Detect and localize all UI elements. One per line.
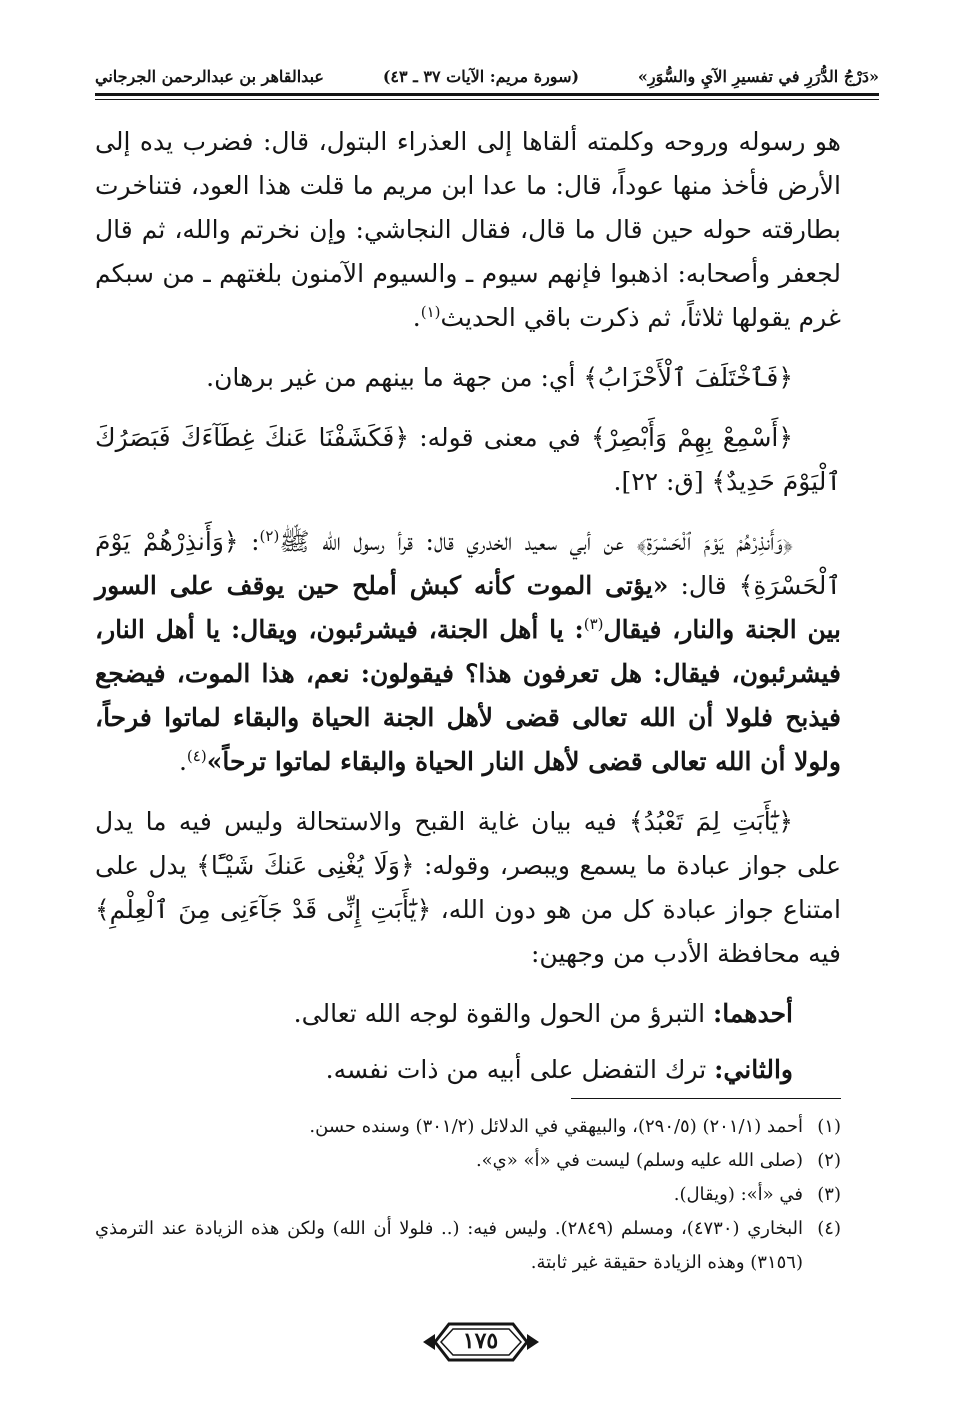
footnote-item [95,1212,841,1280]
footnote-number: (٤) [817,1218,841,1239]
footnote-text: (صلى الله عليه وسلم) ليست في «أ» «ي». [475,1150,803,1171]
paragraph-end: . [178,747,187,776]
footnote-ref-2[interactable]: (٢) [259,527,280,545]
item-label: والثاني: [714,1055,793,1084]
item-label: أحدهما: [712,999,793,1028]
paragraph-text: في معنى قوله: [408,423,591,452]
footnote-text: البخاري (٤٧٣٠)، ومسلم (٢٨٤٩). وليس فيه: (.. فلولا أن الله) ولكن هذه الزيادة عند الترمذي (٣١٥٦) وهذه الزيادة حقيقة غير ثابتة. [95,1218,803,1273]
paragraph-asmi [95,416,841,504]
paragraph-hasra [95,520,841,784]
quran-quote: ﴿وَأَنذِرْهُمْ يَوْمَ ٱلْحَسْرَةِ﴾ [636,527,793,556]
header-book-title: «دَرْجُ الدُّرَرِ في تفسيرِ الآيِ والسُّوَرِ» [637,66,879,86]
footnote-text: في «أ»: (ويقال). [673,1184,803,1205]
paragraph-text: فيه بيان غاية القبح والاستحالة وليس فيه ما يدل على جواز عبادة ما يسمع ويبصر، وقوله: [95,807,841,880]
header-surah-range: (سورة مريم: الآيات ٣٧ ـ ٤٣) [382,66,580,86]
paragraph-text: : [238,527,260,556]
header-author: عبدالقاهر بن عبدالرحمن الجرجاني [95,66,324,86]
footnote-separator [571,1098,841,1099]
quran-quote: ﴿أَسْمِعْ بِهِمْ وَأَبْصِرْ﴾ [590,423,793,452]
hadith-text: : يا أهل الجنة، فيشرئبون، ويقال: يا أهل النار، فيشرئبون، فيقال: هل تعرفون هذا؟ فيقولون: نعم، هذا الموت، فيضجع فيذبح فلولا أن الله تعالى قضى لأهل الجنة الحياة والبقاء لماتوا فرحاً، ولولا أن الله تعالى قضى لأهل النار الحياة والبقاء لماتوا ترحاً» [95,615,841,776]
paragraph-text: أي: من جهة ما بينهم من غير برهان. [206,363,584,392]
item-text: التبرؤ من الحول والقوة لوجه الله تعالى. [293,999,713,1028]
footnote-ref-3[interactable]: (٣) [583,615,604,633]
page-number: ١٧٥ [462,1328,499,1354]
paragraph-end: . [412,303,421,332]
item-text: ترك التفضل على أبيه من ذات نفسه. [325,1055,715,1084]
quran-quote: ﴿فَٱخْتَلَفَ ٱلْأَحْزَابُ﴾ [583,363,793,392]
paragraph-text: عن أبي سعيد الخدري قال: قرأ رسول الله ﷺ [279,527,637,556]
paragraph-text: هو رسوله وروحه وكلمته ألقاها إلى العذراء البتول، قال: فضرب يده إلى الأرض فأخذ منها عوداً، قال: ما عدا ابن مريم ما قلت هذا العود، فتناخرت بطارقته حوله حين قال ما قال، فقال النجاشي: وإن نخرتم والله، ثم قال لجعفر وأصحابه: اذهبوا فإنهم سيوم ـ والسيوم الآمنون بلغتهم ـ من سبكم غرم يقولها ثلاثاً، ثم ذكرت باقي الحديث [95,127,841,332]
footnote-ref-4[interactable]: (٤) [186,747,207,765]
verse-reference: [ق: ٢٢]. [613,467,712,496]
paragraph-ya-abati [95,800,841,976]
paragraph-text: قال: [668,571,739,600]
hadith-text: «يؤتى الموت كأنه كبش أملح حين يوقف على السور بين الجنة والنار، فيقال [95,571,842,644]
footnote-number: (١) [817,1116,841,1137]
paragraph-hadith-najashi [95,120,841,340]
header-rule-thin [95,99,879,100]
paragraph-text: فيه محافظة الأدب من وجهين: [530,939,841,968]
quran-quote: ﴿يَٰٓأَبَتِ إِنِّى قَدْ جَآءَنِى مِنَ ٱلْعِلْمِ﴾ [95,895,432,924]
paragraph-text: يدل على امتناع جواز عبادة كل من هو دون الله، [95,851,841,924]
footnote-text: أحمد (٢٠١/١) (٢٩٠/٥)، والبيهقي في الدلائل (٣٠١/٢) وسنده حسن. [309,1116,803,1137]
header-rule-thick [95,93,879,96]
footnote-number: (٣) [817,1184,841,1205]
footnote-item [95,1110,841,1144]
running-header [95,58,879,94]
footnote-number: (٢) [817,1150,841,1171]
main-text [95,120,841,1104]
page-number-ornament [421,1318,541,1366]
quran-quote: ﴿وَلَا يُغْنِى عَنكَ شَيْـًٔا﴾ [196,851,415,880]
footnote-ref-1[interactable]: (١) [420,303,441,321]
paragraph-ahzab [95,356,841,400]
footnote-item [95,1178,841,1212]
quran-quote: ﴿يَٰٓأَبَتِ لِمَ تَعْبُدُ﴾ [629,807,793,836]
footnotes [95,1110,841,1280]
list-item-second [95,1048,841,1092]
quran-quote: ﴿فَكَشَفْنَا عَنكَ غِطَآءَكَ فَبَصَرُكَ ٱلْيَوْمَ حَدِيدٌ﴾ [95,423,841,496]
list-item-first [95,992,841,1036]
footnote-item [95,1144,841,1178]
quran-quote: ﴿وَأَنذِرْهُمْ يَوْمَ ٱلْحَسْرَةِ﴾ [95,527,841,600]
